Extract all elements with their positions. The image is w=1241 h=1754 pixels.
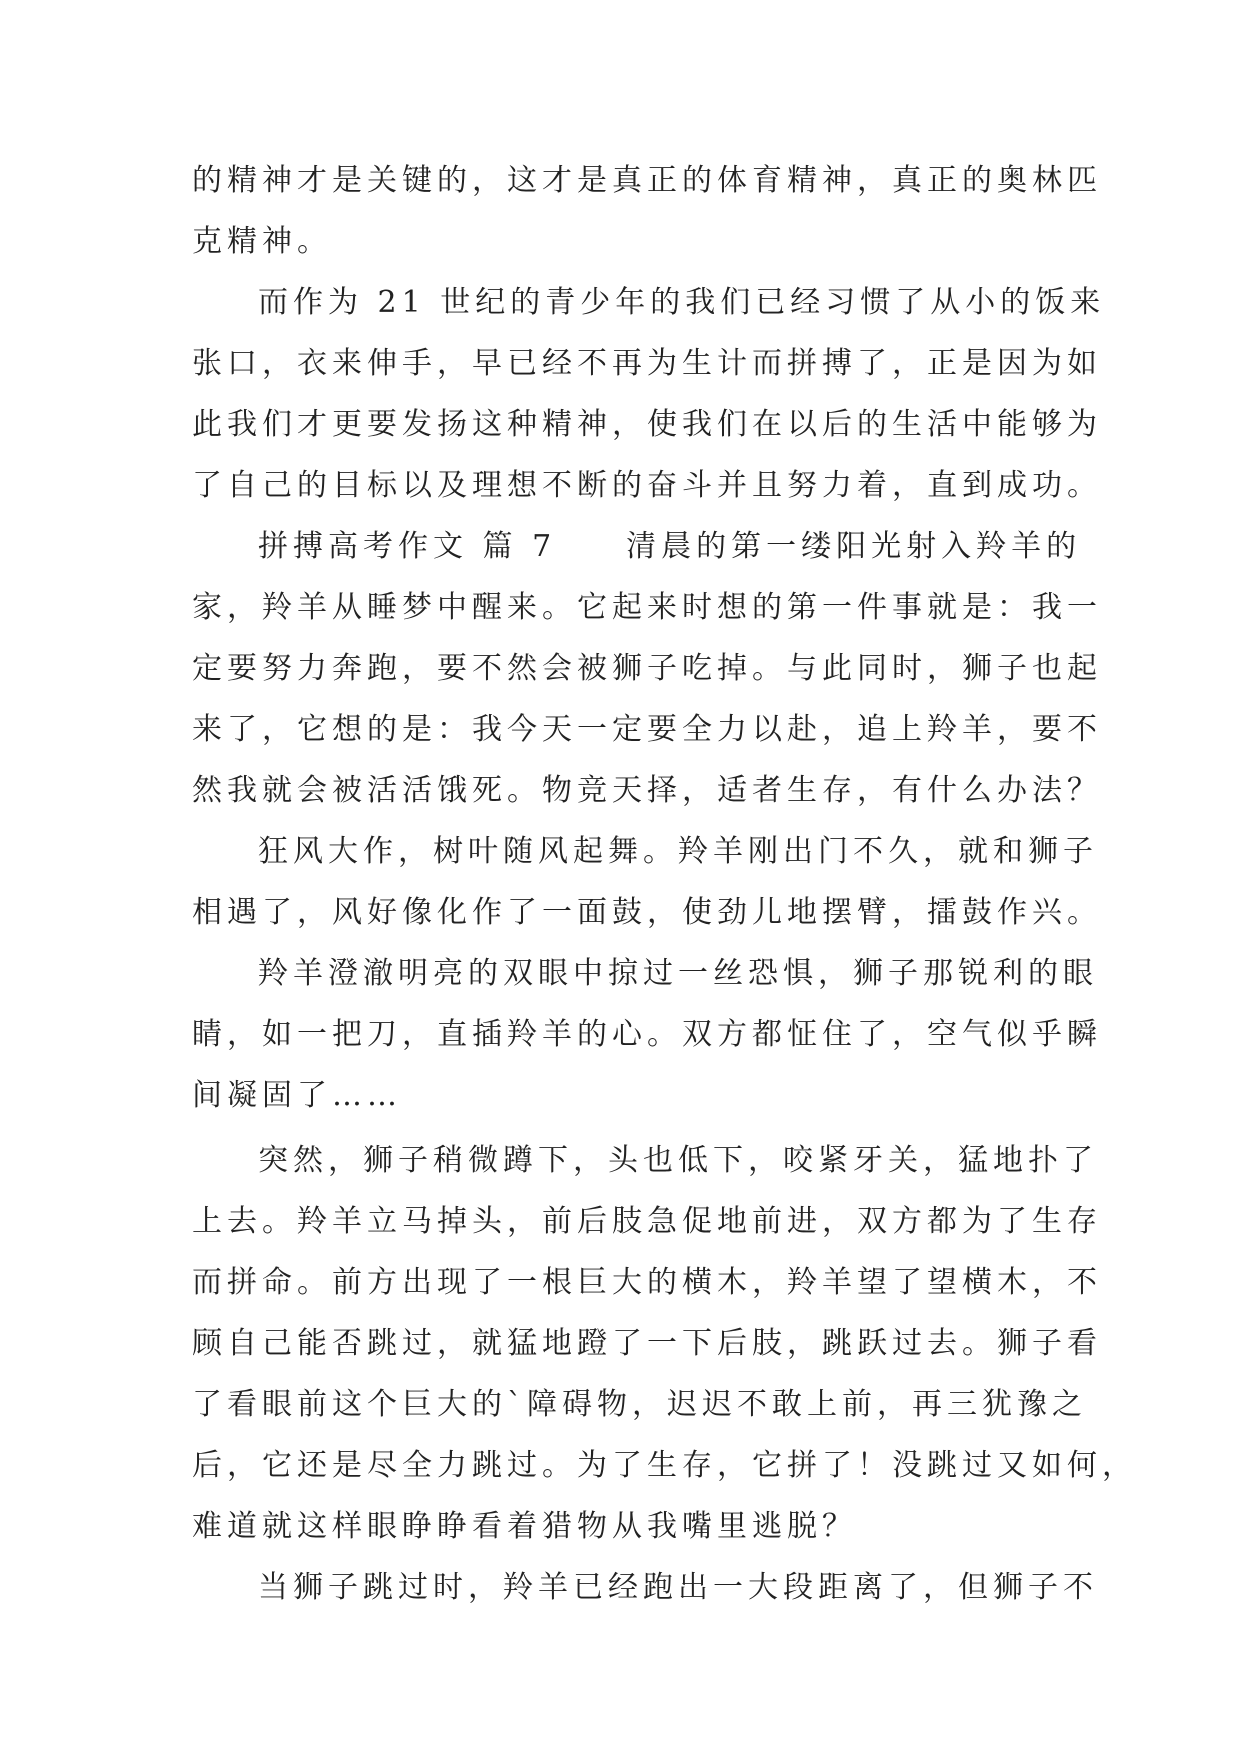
text-line: 了看眼前这个巨大的`障碍物，迟迟不敢上前，再三犹豫之 [192,1387,1087,1422]
text-line [192,516,1082,577]
text-line: 克精神。 [192,224,332,259]
text-line: 定要努力奔跑，要不然会被狮子吃掉。与此同时，狮子也起 [192,651,1102,686]
text-line-rest: 清晨的第一缕阳光射入羚羊的 [626,529,1082,564]
text-line: 此我们才更要发扬这种精神，使我们在以后的生活中能够为 [192,407,1102,442]
text-line: 羚羊澄澈明亮的双眼中掠过一丝恐惧，狮子那锐利的眼 [258,956,1098,991]
text-line: 后，它还是尽全力跳过。为了生存，它拼了！没跳过又如何， [192,1448,1137,1483]
paragraph [192,272,1106,516]
text-line: 相遇了，风好像化作了一面鼓，使劲儿地摆臂，擂鼓作兴。 [192,895,1102,930]
text-line: 间凝固了…… [192,1078,402,1113]
text-line: 上去。羚羊立马掉头，前后肢急促地前进，双方都为了生存 [192,1204,1102,1239]
paragraph [192,1130,1137,1557]
text-line: 而作为 21 世纪的青少年的我们已经习惯了从小的饭来 [258,285,1106,320]
text-line: 的精神才是关键的，这才是真正的体育精神，真正的奥林匹 [192,163,1102,198]
text-line: 顾自己能否跳过，就猛地蹬了一下后肢，跳跃过去。狮子看 [192,1326,1102,1361]
paragraph [192,1557,1098,1618]
text-line: 来了，它想的是：我今天一定要全力以赴，追上羚羊，要不 [192,712,1102,747]
essay-heading: 拼搏高考作文 篇 7 [258,529,557,564]
text-line: 睛，如一把刀，直插羚羊的心。双方都怔住了，空气似乎瞬 [192,1017,1102,1052]
text-line: 然我就会被活活饿死。物竞天择，适者生存，有什么办法？ [192,773,1102,808]
text-line: 而拼命。前方出现了一根巨大的横木，羚羊望了望横木，不 [192,1265,1102,1300]
paragraph [192,943,1102,1126]
paragraph [192,150,1102,272]
text-line: 难道就这样眼睁睁看着猎物从我嘴里逃脱？ [192,1509,857,1544]
text-line: 狂风大作，树叶随风起舞。羚羊刚出门不久，就和狮子 [258,834,1098,869]
paragraph [192,516,1102,821]
text-line: 家，羚羊从睡梦中醒来。它起来时想的第一件事就是：我一 [192,590,1102,625]
text-line: 张口，衣来伸手，早已经不再为生计而拼搏了，正是因为如 [192,346,1102,381]
paragraph [192,821,1102,943]
text-line: 了自己的目标以及理想不断的奋斗并且努力着，直到成功。 [192,468,1102,503]
text-line: 突然，狮子稍微蹲下，头也低下，咬紧牙关，猛地扑了 [258,1143,1098,1178]
text-line: 当狮子跳过时，羚羊已经跑出一大段距离了，但狮子不 [258,1570,1098,1605]
document-body [192,150,1137,1618]
